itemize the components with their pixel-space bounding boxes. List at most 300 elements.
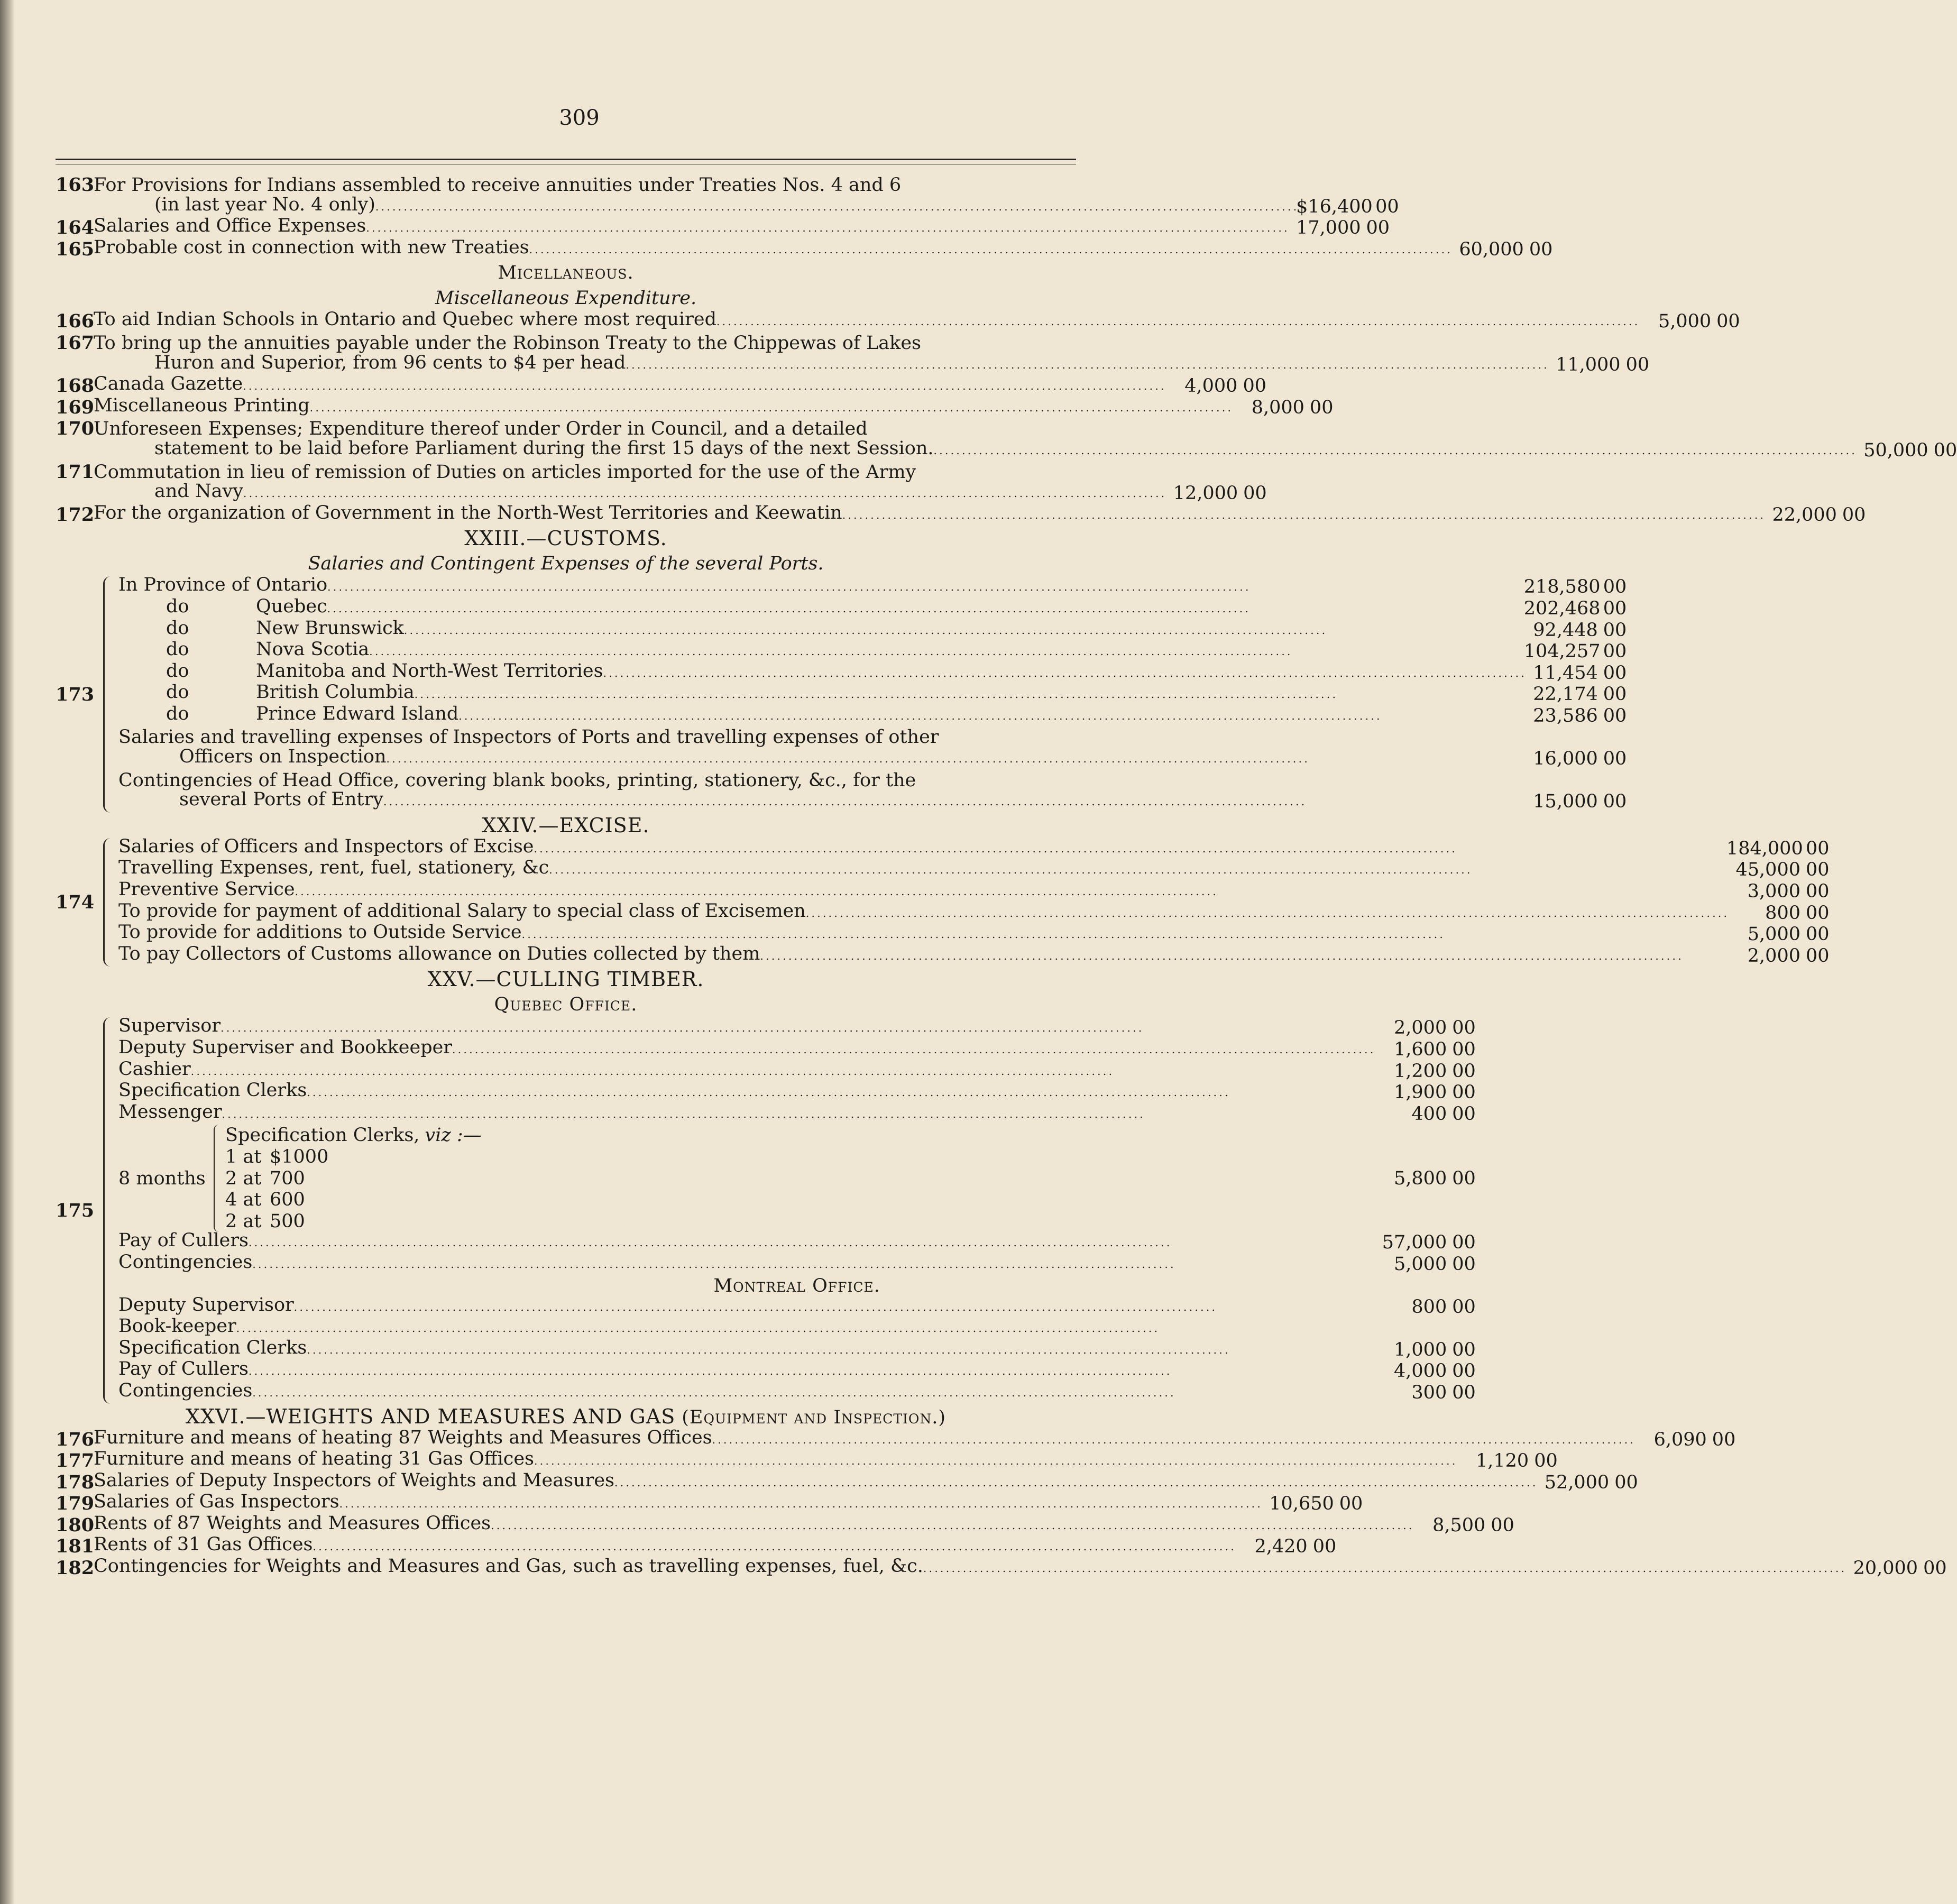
item-amount: 218,580	[1523, 576, 1601, 598]
dot-leader	[310, 395, 1230, 419]
item-cents: 00	[1452, 1339, 1476, 1360]
item-description	[94, 237, 1450, 261]
item-cents: 00	[1243, 375, 1266, 397]
item-number: 177	[56, 1450, 95, 1472]
item-text: Manitoba and North-West Territories	[256, 660, 603, 682]
table-row	[56, 309, 1740, 333]
item-description	[118, 1015, 1373, 1039]
item-cents: 00	[1452, 1103, 1476, 1125]
item-amount: 5,000	[1747, 924, 1800, 945]
item-amount: 45,000	[1735, 859, 1800, 881]
item-cents: 00	[1452, 1167, 1476, 1189]
item-text: Contingencies of Head Office, covering blank books, printing, stationery, &c., for the	[118, 769, 916, 791]
section-subheading: Miscellaneous Expenditure.	[435, 288, 697, 309]
item-text: For the organization of Government in the North-West Territories and Keewatin	[94, 502, 842, 523]
brace	[103, 838, 115, 967]
table-row	[118, 881, 1829, 903]
item-description	[94, 1448, 1455, 1472]
spec-line	[225, 1189, 521, 1211]
item-cents: 00	[1805, 859, 1830, 881]
item-text: Salaries and travelling expenses of Inspectors of Ports and travelling expenses of other	[118, 726, 939, 748]
spec-line	[225, 1146, 521, 1168]
item-text: Miscellaneous Printing	[94, 394, 310, 416]
dot-leader	[549, 857, 1726, 881]
item-description	[118, 770, 1524, 792]
item-text: To provide for additions to Outside Service	[118, 922, 522, 943]
table-row	[118, 945, 1829, 967]
item-number: 182	[56, 1557, 95, 1579]
province-prefix: do	[166, 703, 189, 724]
item-text: Preventive Service	[118, 879, 295, 900]
item-cents: 00	[1603, 791, 1627, 813]
page-number: 309	[559, 106, 600, 130]
dot-leader	[252, 1380, 1373, 1404]
item-description	[118, 1380, 1373, 1404]
item-text: Contingencies	[118, 1251, 253, 1273]
item-description	[118, 660, 1524, 684]
dot-leader	[415, 682, 1524, 705]
group-number: 173	[56, 684, 95, 706]
item-cents: 00	[1716, 311, 1740, 333]
spec-count: 1 at	[225, 1146, 262, 1167]
item-description	[118, 746, 1524, 770]
dot-leader	[307, 1337, 1373, 1361]
table-row	[56, 236, 1553, 261]
item-amount: 1,900	[1394, 1082, 1447, 1103]
months-label: 8 months	[118, 1167, 206, 1189]
item-text: Probable cost in connection with new Treaties	[94, 236, 529, 258]
item-text: To pay Collectors of Customs allowance on Duties collected by them	[118, 943, 760, 964]
document-body	[56, 174, 1957, 1579]
dot-leader	[404, 618, 1524, 641]
dot-leader	[313, 1534, 1234, 1558]
dot-leader	[716, 309, 1637, 333]
item-description	[94, 373, 1163, 397]
item-amount: $16,400	[1296, 196, 1373, 217]
item-amount: 15,000	[1533, 791, 1598, 813]
spec-title-row	[225, 1125, 521, 1146]
table-row	[118, 748, 1627, 770]
item-cents: 00	[1805, 881, 1830, 903]
item-cents: 00	[1452, 1360, 1476, 1382]
spec-rate: 600	[270, 1189, 305, 1211]
dot-leader	[327, 574, 1524, 598]
item-cents: 00	[1603, 748, 1627, 770]
table-row	[118, 1318, 1475, 1339]
item-amount: 1,000	[1394, 1339, 1447, 1360]
item-cents: 00	[1452, 1039, 1476, 1060]
group-number: 174	[56, 891, 95, 914]
item-cents: 00	[1243, 483, 1267, 504]
item-text: Travelling Expenses, rent, fuel, stationery, &c	[118, 857, 549, 879]
item-amount: 17,000	[1296, 217, 1361, 239]
item-cents: 00	[1452, 1253, 1476, 1275]
spec-rate: 500	[270, 1210, 305, 1232]
item-description	[94, 215, 1287, 239]
item-text: To aid Indian Schools in Ontario and Quebec where most required	[94, 309, 716, 330]
table-row	[118, 641, 1627, 663]
dot-leader	[534, 1448, 1455, 1472]
item-text: Specification Clerks	[118, 1080, 307, 1101]
item-cents: 00	[1603, 597, 1627, 619]
table-row	[118, 770, 1627, 792]
item-text: Unforeseen Expenses; Expenditure thereof under Order in Council, and a detailed	[94, 418, 868, 440]
table-row	[56, 174, 1076, 196]
table-row	[56, 215, 1390, 239]
item-amount: 22,174	[1533, 684, 1598, 705]
item-text: statement to be laid before Parliament during the first 15 days of the next Session.	[154, 437, 934, 459]
spec-count: 4 at	[225, 1189, 262, 1211]
item-amount: 1,600	[1394, 1039, 1447, 1060]
spec-line	[225, 1211, 521, 1232]
item-number: 166	[56, 310, 95, 333]
dot-leader	[249, 1358, 1373, 1382]
item-text: Deputy Supervisor	[118, 1294, 294, 1316]
item-description	[94, 418, 973, 440]
table-row	[118, 595, 1627, 620]
table-row	[56, 481, 1267, 504]
item-amount: 2,420	[1254, 1536, 1308, 1558]
table-row	[118, 684, 1627, 705]
item-text: Furniture and means of heating 31 Gas Offices	[94, 1448, 535, 1470]
group-body	[118, 835, 1830, 967]
table-row	[56, 1469, 1638, 1494]
item-description	[94, 1513, 1411, 1537]
item-description	[94, 1556, 1844, 1579]
dot-leader	[243, 481, 1164, 504]
dot-leader	[375, 194, 1296, 218]
item-cents: 00	[1603, 662, 1627, 684]
item-text: and Navy	[154, 481, 243, 502]
item-text: Contingencies	[118, 1379, 253, 1401]
bracket-group-174	[56, 835, 1830, 967]
section-heading-miscellaneous: Micellaneous.	[498, 262, 634, 284]
item-cents: 00	[1312, 1536, 1337, 1558]
item-description	[94, 174, 973, 196]
dot-leader	[806, 900, 1726, 924]
item-cents: 00	[1452, 1232, 1476, 1254]
table-row	[56, 502, 1866, 526]
group-number: 175	[56, 1199, 95, 1221]
brace	[214, 1125, 222, 1232]
table-row	[56, 437, 1957, 462]
table-row	[56, 194, 1399, 218]
table-row	[118, 791, 1627, 813]
item-text: Furniture and means of heating 87 Weights and Measures Offices	[94, 1427, 712, 1448]
page-binding-edge	[0, 0, 15, 1904]
item-number: 179	[56, 1493, 95, 1515]
bracket-group-173	[56, 574, 1627, 813]
table-row	[118, 1251, 1476, 1275]
item-description	[118, 922, 1726, 945]
item-number: 164	[56, 217, 95, 239]
item-cents: 00	[1614, 1471, 1638, 1493]
item-amount: 3,000	[1747, 881, 1800, 903]
item-amount: 400	[1411, 1103, 1447, 1125]
section-heading-weights	[56, 1404, 1076, 1429]
dot-leader	[366, 215, 1287, 239]
item-amount: 52,000	[1544, 1471, 1610, 1493]
item-cents: 00	[1933, 439, 1957, 461]
item-text: Ontario	[256, 574, 328, 596]
table-row	[56, 394, 1334, 419]
item-amount: 60,000	[1459, 238, 1524, 260]
table-row	[118, 835, 1830, 860]
item-description	[94, 481, 1164, 504]
dot-leader	[294, 1294, 1373, 1318]
item-cents: 00	[1529, 238, 1553, 260]
spec-line	[225, 1168, 521, 1190]
item-number: 180	[56, 1514, 95, 1536]
item-number: 165	[56, 238, 95, 260]
item-description	[94, 1427, 1633, 1451]
table-row	[56, 418, 1076, 440]
spec-amount-cell	[521, 1125, 1475, 1232]
table-row	[118, 1082, 1475, 1103]
item-cents: 00	[1452, 1017, 1476, 1039]
item-number: 163	[56, 174, 95, 196]
weights-heading: XXVI.—WEIGHTS AND MEASURES AND GAS	[185, 1404, 676, 1428]
item-description	[118, 1294, 1373, 1318]
item-cents: 00	[1491, 1514, 1514, 1536]
item-description	[118, 1358, 1373, 1382]
spec-rate: $1000	[270, 1146, 329, 1167]
item-description	[118, 639, 1524, 663]
item-description	[118, 1316, 1373, 1339]
item-text: Deputy Superviser and Bookkeeper	[118, 1037, 453, 1058]
dot-leader	[529, 237, 1450, 261]
item-amount: 92,448	[1533, 619, 1598, 641]
item-cents: 00	[1339, 1493, 1363, 1515]
item-cents: 00	[1603, 705, 1627, 726]
item-text: Contingencies for Weights and Measures and Gas, such as travelling expenses, fuel, &c.	[94, 1556, 923, 1577]
item-number: 170	[56, 418, 95, 440]
brace	[103, 1017, 115, 1403]
item-cents: 00	[1842, 504, 1866, 526]
item-description	[118, 900, 1726, 924]
item-amount: 16,000	[1533, 748, 1598, 770]
item-amount: 23,586	[1533, 705, 1598, 726]
dot-leader	[249, 1230, 1373, 1254]
item-text: Cashier	[118, 1058, 191, 1080]
group-body	[118, 576, 1627, 813]
item-description	[94, 502, 1763, 526]
table-row	[56, 1491, 1363, 1515]
item-text: Book-keeper	[118, 1316, 236, 1337]
item-amount: 202,468	[1523, 597, 1601, 619]
item-amount: 8,500	[1432, 1514, 1486, 1536]
spec-clerks-list	[225, 1125, 521, 1232]
group-body	[118, 1017, 1475, 1403]
item-cents: 00	[1309, 397, 1334, 418]
spec-rate: 700	[270, 1167, 305, 1189]
item-amount: 104,257	[1523, 641, 1601, 663]
item-cents: 00	[1534, 1450, 1558, 1472]
spec-title: Specification Clerks,	[225, 1125, 420, 1146]
item-amount: 12,000	[1173, 483, 1238, 504]
dot-leader	[222, 1101, 1373, 1125]
item-amount: 4,000	[1184, 375, 1238, 397]
item-cents: 00	[1923, 1558, 1947, 1579]
item-text: Salaries of Officers and Inspectors of Excise	[118, 835, 534, 857]
table-row	[118, 1296, 1475, 1318]
table-row	[118, 924, 1829, 945]
item-text: Salaries and Office Expenses	[94, 215, 366, 237]
item-cents: 00	[1452, 1382, 1476, 1403]
item-amount: 5,000	[1658, 311, 1712, 333]
table-row	[118, 1017, 1475, 1039]
dot-leader	[842, 502, 1763, 526]
dot-leader	[236, 1316, 1373, 1339]
item-amount: 2,000	[1747, 945, 1800, 967]
item-amount: 10,650	[1269, 1493, 1334, 1515]
item-text: (in last year No. 4 only)	[154, 194, 375, 215]
item-text: Specification Clerks	[118, 1337, 307, 1358]
dot-leader	[307, 1080, 1373, 1103]
table-row	[56, 352, 1650, 376]
item-amount: 184,000	[1726, 838, 1803, 859]
item-cents: 00	[1805, 924, 1830, 945]
province-prefix: do	[166, 660, 189, 682]
item-text: Supervisor	[118, 1015, 221, 1037]
item-description	[118, 789, 1524, 813]
dot-leader	[295, 879, 1726, 903]
item-amount: 5,000	[1394, 1253, 1447, 1275]
item-description	[118, 574, 1524, 598]
table-row	[118, 660, 1627, 684]
item-amount: 8,000	[1251, 397, 1304, 418]
dot-leader	[712, 1427, 1633, 1451]
dot-leader	[339, 1491, 1260, 1515]
item-text: Prince Edward Island	[256, 703, 459, 724]
dot-leader	[383, 789, 1524, 813]
item-number: 176	[56, 1428, 95, 1450]
item-description	[94, 1491, 1260, 1515]
item-description	[118, 1337, 1373, 1361]
dot-leader	[387, 746, 1524, 770]
item-text: For Provisions for Indians assembled to receive annuities under Treaties Nos. 4 and 6	[94, 174, 902, 196]
item-description	[118, 1037, 1373, 1061]
item-amount: 800	[1411, 1296, 1447, 1318]
item-description	[94, 1534, 1234, 1558]
spec-count: 2 at	[225, 1167, 262, 1189]
dot-leader	[327, 596, 1524, 620]
item-number: 168	[56, 375, 95, 397]
table-row	[118, 1360, 1475, 1382]
item-text: To bring up the annuities payable under the Robinson Treaty to the Chippewas of Lakes	[94, 332, 922, 354]
table-row	[118, 1103, 1475, 1125]
item-number: 167	[56, 332, 95, 354]
dot-leader	[452, 1037, 1373, 1061]
table-row	[118, 1339, 1475, 1361]
item-amount: 20,000	[1853, 1558, 1918, 1579]
item-description	[118, 682, 1524, 705]
item-amount: 57,000	[1382, 1232, 1447, 1254]
dot-leader	[760, 943, 1726, 967]
item-text: Officers on Inspection	[179, 746, 387, 768]
item-description	[94, 1470, 1535, 1494]
item-number: 172	[56, 503, 95, 526]
item-cents: 00	[1603, 641, 1627, 663]
item-description	[118, 857, 1726, 881]
item-amount: 1,200	[1394, 1060, 1447, 1082]
province-prefix: do	[166, 617, 189, 639]
item-text: Canada Gazette	[94, 373, 243, 395]
item-description	[118, 703, 1524, 727]
brace	[103, 576, 115, 813]
section-heading-culling: XXV.—CULLING TIMBER.	[427, 968, 704, 991]
item-cents: 00	[1452, 1060, 1476, 1082]
dot-leader	[534, 836, 1726, 860]
item-text: Commutation in lieu of remission of Duties on articles imported for the use of the Army	[94, 461, 916, 483]
item-cents: 00	[1805, 838, 1830, 859]
item-amount: 4,000	[1394, 1360, 1447, 1382]
table-row	[118, 726, 1627, 748]
item-description	[118, 1101, 1373, 1125]
item-description	[118, 1059, 1373, 1082]
item-text: Huron and Superior, from 96 cents to $4 per head	[154, 352, 626, 373]
item-description	[118, 1252, 1373, 1275]
item-amount: 11,000	[1556, 354, 1621, 375]
item-description	[94, 462, 973, 483]
table-row	[56, 333, 1076, 354]
item-text: Quebec	[256, 595, 327, 617]
item-description	[94, 194, 1296, 218]
province-prefix: do	[166, 682, 189, 703]
table-row	[118, 1379, 1476, 1404]
dot-leader	[614, 1470, 1535, 1494]
item-description	[94, 395, 1230, 419]
item-amount: 300	[1411, 1382, 1447, 1403]
item-text: Messenger	[118, 1101, 222, 1123]
item-description	[118, 879, 1726, 903]
item-amount: 5,800	[1394, 1167, 1447, 1189]
item-cents: 00	[1805, 902, 1830, 924]
table-row	[118, 1039, 1475, 1061]
item-description	[118, 836, 1726, 860]
item-text: Salaries of Deputy Inspectors of Weights and Measures	[94, 1469, 615, 1491]
item-cents: 00	[1805, 945, 1830, 967]
table-row	[56, 1427, 1736, 1451]
item-description	[94, 333, 973, 354]
table-row	[56, 462, 1076, 483]
item-description	[118, 943, 1726, 967]
item-amount: 1,120	[1475, 1450, 1529, 1472]
item-amount: 22,000	[1772, 504, 1837, 526]
montreal-office-heading: Montreal Office.	[713, 1275, 880, 1296]
bracket-group-175	[56, 1015, 1476, 1403]
item-cents: 00	[1375, 196, 1399, 217]
table-row	[56, 1556, 1947, 1579]
dot-leader	[603, 660, 1524, 684]
dot-leader	[252, 1252, 1373, 1275]
item-cents: 00	[1603, 684, 1627, 705]
item-amount: 800	[1765, 902, 1800, 924]
section-heading-excise: XXIV.—EXCISE.	[482, 813, 650, 837]
province-prefix: do	[166, 639, 189, 660]
item-description	[118, 618, 1524, 641]
table-row	[118, 576, 1627, 598]
dot-leader	[243, 373, 1163, 397]
item-cents: 00	[1603, 576, 1627, 598]
item-description	[94, 352, 1547, 376]
item-amount: 50,000	[1863, 439, 1928, 461]
section-subheading: Salaries and Contingent Expenses of the several Ports.	[308, 553, 824, 575]
table-row	[118, 705, 1627, 727]
item-amount: 2,000	[1394, 1017, 1447, 1039]
dot-leader	[522, 922, 1726, 945]
top-rule	[56, 159, 1076, 160]
